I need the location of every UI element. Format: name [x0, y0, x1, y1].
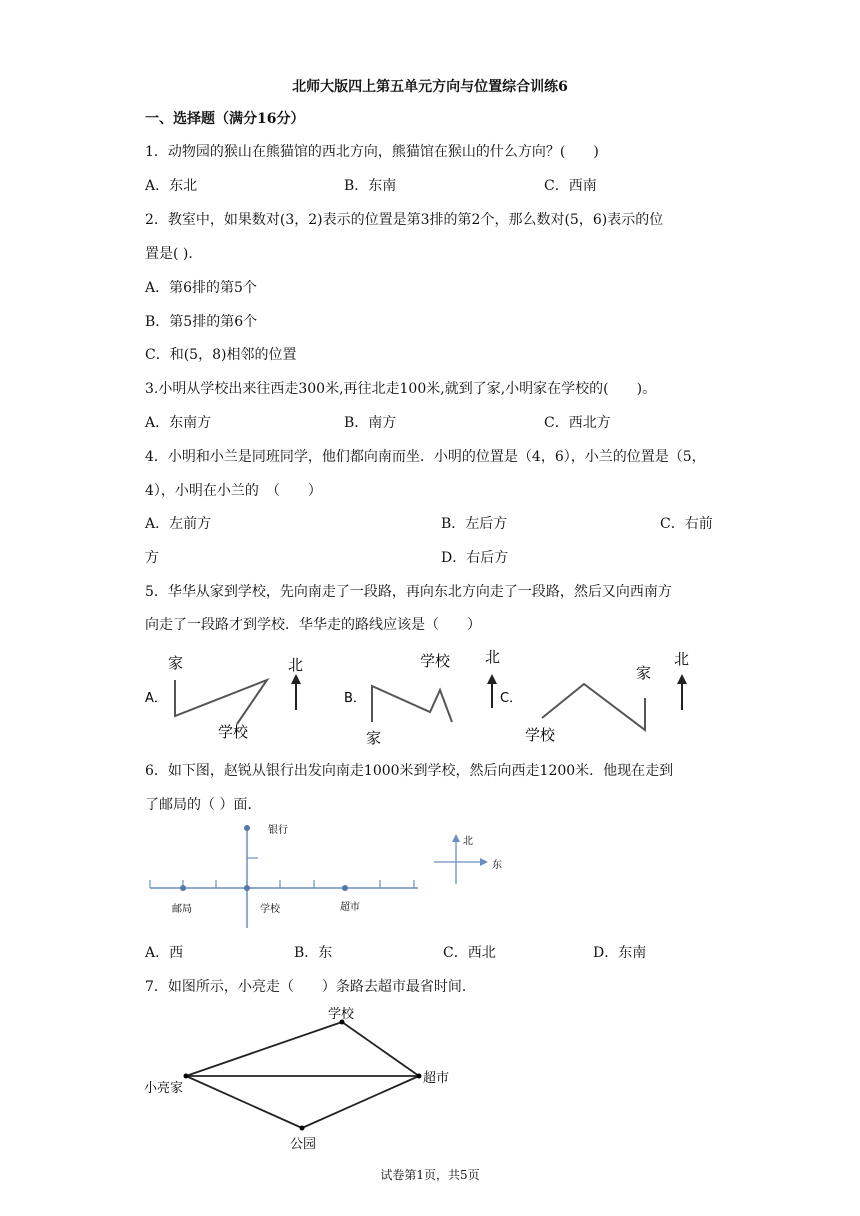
q4-stem-line2: 4），小明在小兰的 （ ） [145, 483, 322, 499]
q3-stem: 3.小明从学校出来往西走300米,再往北走100米,就到了家,小明家在学校的( )。 [145, 381, 657, 397]
q4-option-c-part1: C．右前 [660, 516, 713, 532]
q7-path-home-school [186, 1022, 342, 1076]
q5-a-north-arrow-head-icon [291, 674, 301, 684]
q1-option-c: C．西南 [544, 178, 597, 194]
q5-a-route [175, 680, 267, 724]
q6-compass-east-label: 东 [492, 860, 502, 871]
q6-option-d: D．东南 [593, 945, 647, 961]
q5-a-home-label: 家 [168, 654, 184, 672]
q7-market-label: 超市 [423, 1071, 450, 1086]
q6-stem-line2: 了邮局的（ ）面． [145, 797, 262, 813]
q7-path-home-park [186, 1076, 302, 1128]
q7-park-label: 公园 [290, 1137, 317, 1152]
q5-c-school-label: 学校 [525, 726, 556, 744]
q6-option-c: C．西北 [443, 945, 496, 961]
q7-stem: 7．如图所示，小亮走（ ）条路去超市最省时间． [145, 979, 476, 995]
q5-option-a-label: A． [145, 691, 167, 706]
q5-stem-line2: 向走了一段路才到学校．华华走的路线应该是（ ） [145, 617, 481, 633]
q6-bank-label: 银行 [268, 825, 288, 836]
q5-route-figures [140, 648, 700, 750]
q5-a-north-label: 北 [288, 656, 304, 674]
q4-option-d: D．右后方 [441, 550, 509, 566]
q6-post-point [180, 885, 186, 891]
q1-option-a: A．东北 [145, 178, 198, 194]
q7-park-point [300, 1126, 305, 1131]
q6-option-b: B．东 [294, 945, 333, 961]
q3-option-c: C．西北方 [544, 415, 611, 431]
q5-c-route [542, 684, 645, 730]
q6-post-label: 邮局 [172, 904, 192, 915]
q5-c-home-label: 家 [636, 664, 652, 682]
page-footer: 试卷第1页，共5页 [380, 1168, 480, 1182]
q7-route-figure [140, 1004, 470, 1154]
section-heading: 一、选择题（满分16分） [145, 111, 305, 127]
q1-option-b: B．东南 [344, 178, 397, 194]
q5-c-north-label: 北 [674, 650, 690, 668]
q7-path-school-market [342, 1022, 419, 1076]
q5-a-school-label: 学校 [218, 723, 249, 741]
q6-bank-point [244, 825, 250, 831]
q1-stem: 1．动物园的猴山在熊猫馆的西北方向，熊猫馆在猴山的什么方向？( ) [145, 144, 599, 160]
q5-c-north-arrow-head-icon [677, 674, 687, 684]
q7-path-park-market [302, 1076, 419, 1128]
q7-home-label: 小亮家 [144, 1081, 184, 1096]
q2-option-c: C．和(5，8)相邻的位置 [145, 347, 297, 363]
q6-map-figure [140, 820, 520, 930]
q2-option-b: B．第5排的第6个 [145, 314, 258, 330]
q2-stem-line1: 2．教室中，如果数对(3，2)表示的位置是第3排的第2个，那么数对(5，6)表示的位 [145, 212, 664, 228]
q2-stem-line2: 置是( )． [145, 246, 203, 262]
q4-option-a: A．左前方 [145, 516, 212, 532]
q6-stem-line1: 6．如下图，赵锐从银行出发向南走1000米到学校，然后向西走1200米．他现在走到 [145, 763, 674, 779]
q6-compass-north-label: 北 [463, 836, 473, 847]
q5-b-north-arrow-head-icon [487, 674, 497, 684]
q5-stem-line1: 5．华华从家到学校，先向南走了一段路，再向东北方向走了一段路，然后又向西南方 [145, 584, 672, 600]
q4-option-b: B．左后方 [441, 516, 508, 532]
q3-option-a: A．东南方 [145, 415, 212, 431]
q5-b-route [372, 686, 452, 722]
q5-b-north-label: 北 [485, 648, 501, 666]
q6-compass-north-arrow-icon [452, 834, 460, 842]
q4-option-c-part2: 方 [145, 550, 159, 566]
q6-compass-east-arrow-icon [480, 858, 488, 866]
q3-option-b: B．南方 [344, 415, 397, 431]
q2-option-a: A．第6排的第5个 [145, 280, 257, 296]
page-title: 北师大版四上第五单元方向与位置综合训练6 [292, 79, 568, 95]
q6-school-point [244, 885, 250, 891]
q7-market-point [417, 1074, 422, 1079]
q7-school-label: 学校 [328, 1007, 355, 1022]
q5-b-home-label: 家 [366, 729, 382, 747]
q7-home-point [184, 1074, 189, 1079]
q6-market-label: 超市 [340, 902, 360, 913]
q6-market-point [342, 885, 348, 891]
q4-stem-line1: 4．小明和小兰是同班同学，他们都向南而坐．小明的位置是（4，6），小兰的位置是（5， [145, 449, 706, 465]
q5-option-c-label: C． [500, 691, 523, 706]
q6-school-label: 学校 [260, 904, 280, 915]
q6-option-a: A．西 [145, 945, 184, 961]
q5-option-b-label: B． [344, 691, 366, 706]
q5-b-school-label: 学校 [420, 652, 451, 670]
